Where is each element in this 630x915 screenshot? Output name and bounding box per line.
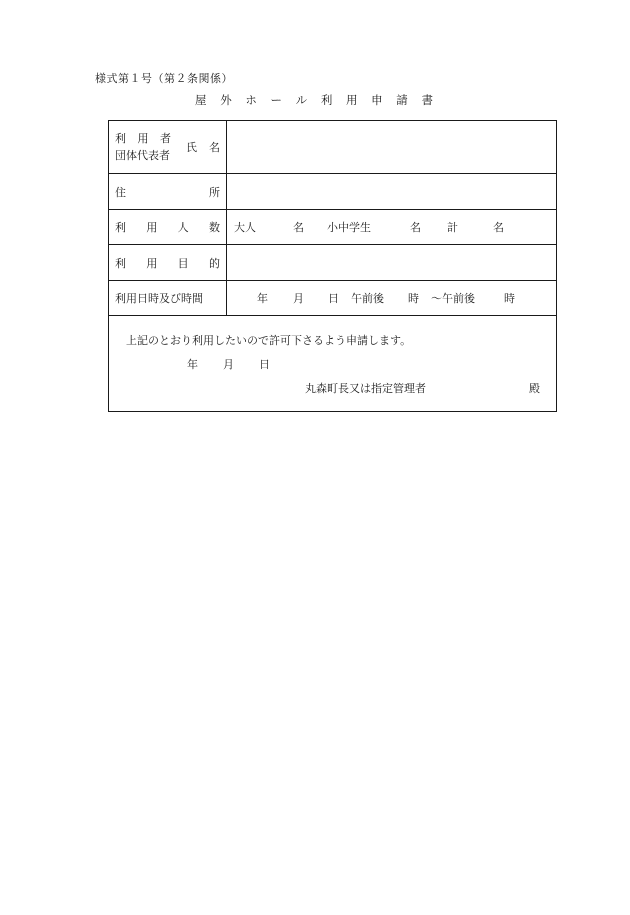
datetime-label: 利用日時及び時間 (115, 292, 203, 305)
applicant-char: 用 (137, 132, 149, 145)
address-char: 所 (209, 185, 220, 199)
applicant-char: 利 (115, 132, 126, 145)
purpose-label (115, 255, 220, 271)
count-field[interactable] (227, 210, 556, 244)
address-char: 住 (115, 185, 126, 199)
purpose-char: 的 (208, 256, 220, 270)
applicant-label (115, 130, 171, 164)
count-label-cell (109, 210, 227, 244)
purpose-label-cell (109, 245, 227, 280)
adult-unit: 名 (293, 221, 304, 234)
count-char: 人 (177, 221, 189, 234)
name-char: 名 (209, 141, 220, 154)
datetime-label-cell (109, 281, 227, 315)
address-label-cell (109, 174, 227, 209)
application-day: 日 (259, 358, 270, 371)
end-am-pm: ～午前後 (431, 292, 475, 305)
start-am-pm: 午前後 (351, 292, 384, 305)
count-char: 用 (146, 221, 158, 234)
form-number: 様式第１号（第２条関係） (95, 72, 233, 85)
year-unit: 年 (257, 292, 268, 305)
count-char: 利 (115, 221, 126, 234)
count-label (115, 219, 220, 235)
address-row (109, 174, 556, 210)
applicant-label-cell (109, 121, 227, 173)
child-unit: 名 (410, 221, 421, 234)
address-field[interactable] (227, 174, 556, 209)
total-unit: 名 (493, 221, 504, 234)
addressee: 丸森町長又は指定管理者 (305, 382, 426, 395)
representative-label: 団体代表者 (115, 149, 170, 162)
purpose-field[interactable] (227, 245, 556, 280)
applicant-row (109, 121, 556, 174)
purpose-row (109, 245, 556, 281)
user-count-row (109, 210, 556, 245)
day-unit: 日 (328, 292, 339, 305)
application-year: 年 (187, 358, 198, 371)
application-form-table (108, 120, 557, 412)
purpose-char: 目 (177, 256, 189, 270)
name-label (186, 139, 220, 155)
name-char: 氏 (186, 141, 197, 154)
child-label: 小中学生 (327, 221, 371, 234)
start-hour-unit: 時 (408, 292, 419, 305)
purpose-char: 利 (115, 256, 126, 270)
datetime-row (109, 281, 556, 316)
datetime-field[interactable] (227, 281, 556, 315)
form-title: 屋 外 ホ ー ル 利 用 申 請 書 (195, 93, 435, 107)
purpose-char: 用 (146, 256, 158, 270)
total-label: 計 (447, 221, 458, 234)
application-statement (109, 316, 556, 411)
applicant-label-line1 (115, 130, 171, 147)
applicant-char: 者 (160, 132, 171, 145)
applicant-name-field[interactable] (227, 121, 556, 173)
honorific: 殿 (529, 382, 540, 395)
adult-label: 大人 (234, 221, 256, 234)
application-month: 月 (223, 358, 234, 371)
address-label (115, 184, 220, 200)
count-char: 数 (208, 221, 220, 234)
statement-text: 上記のとおり利用したいので許可下さるよう申請します。 (126, 334, 412, 347)
end-hour-unit: 時 (504, 292, 515, 305)
month-unit: 月 (293, 292, 304, 305)
